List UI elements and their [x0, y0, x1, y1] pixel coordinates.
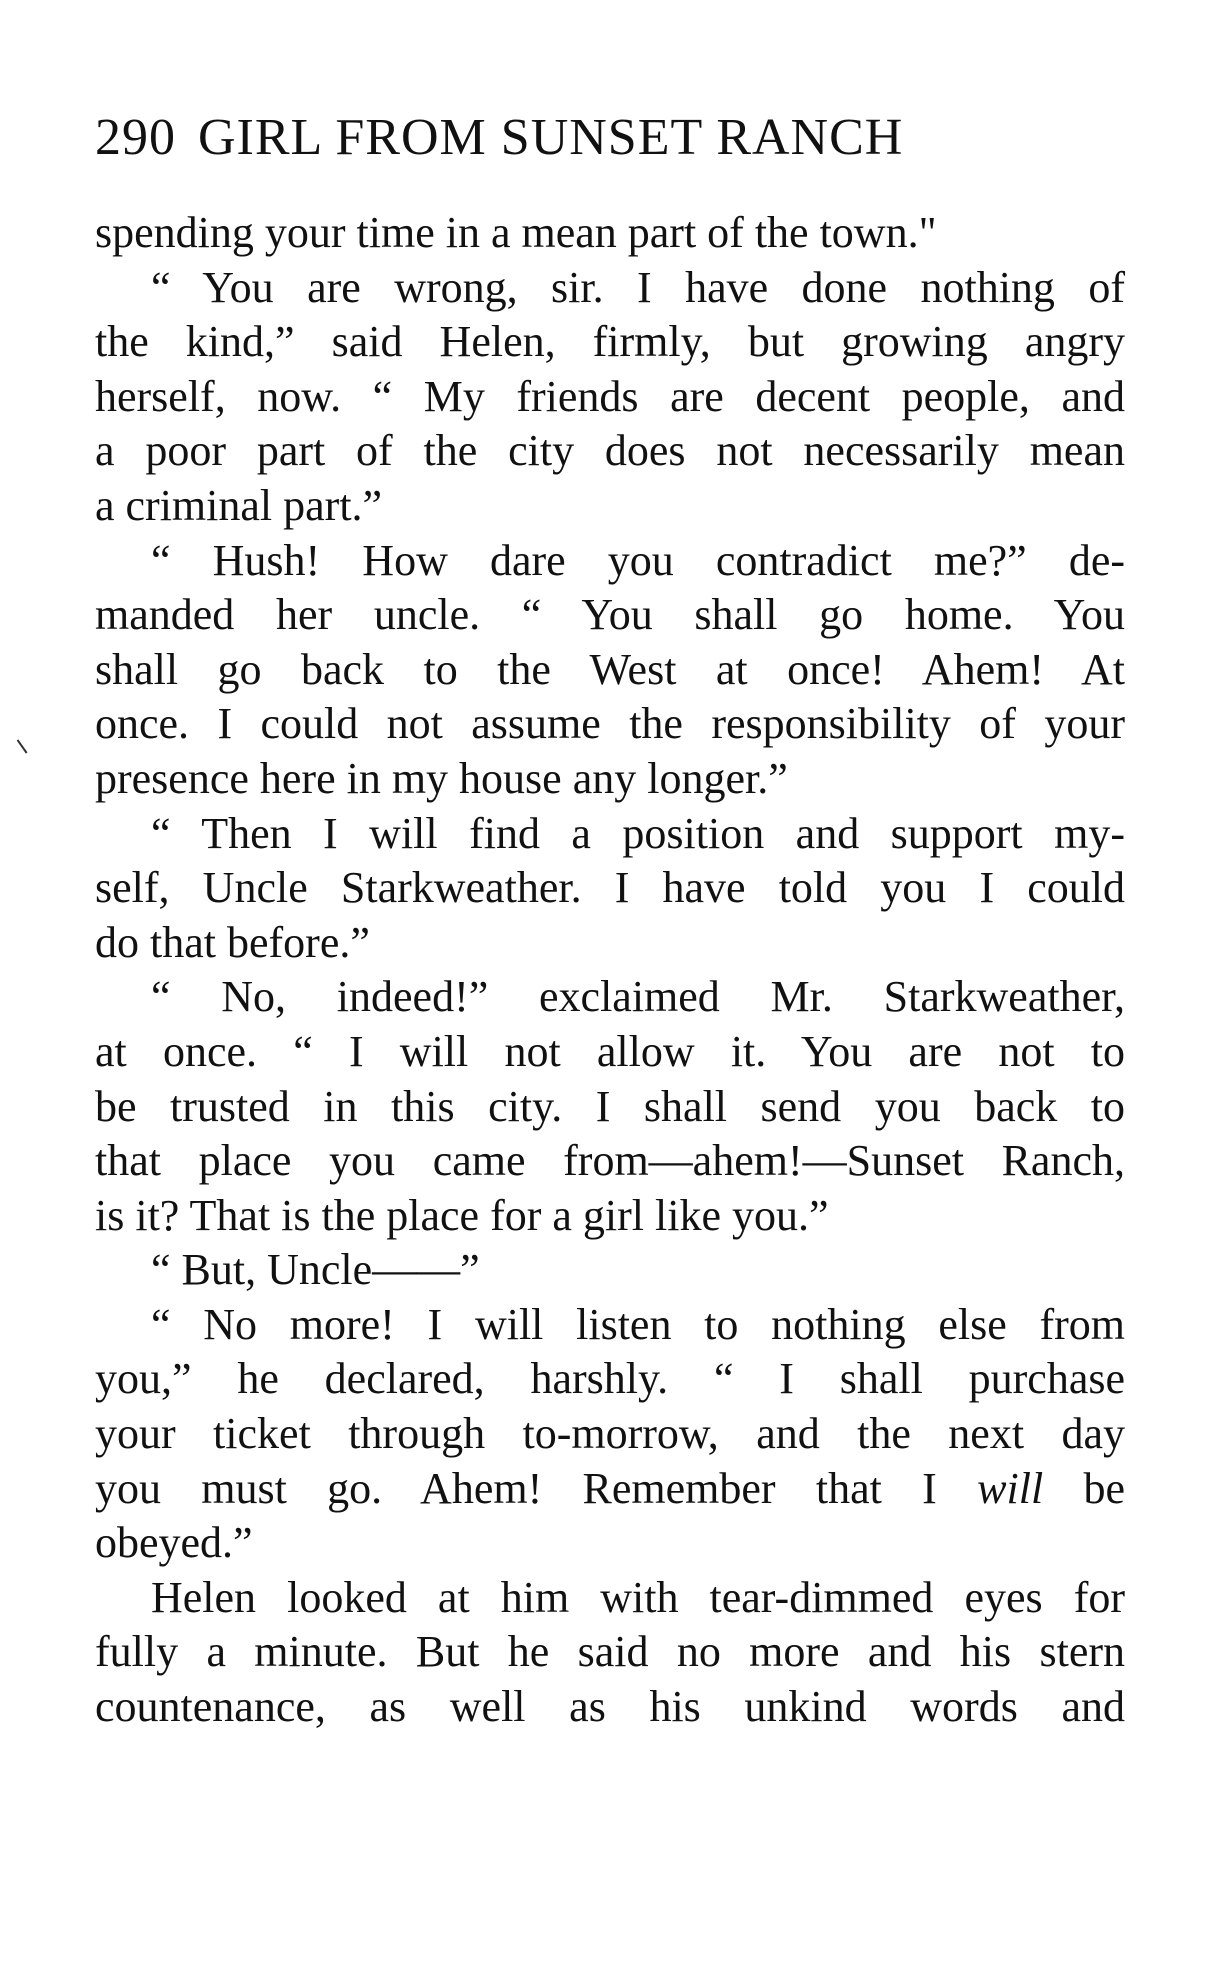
text-line: a criminal part.”	[95, 480, 383, 530]
text-line: “ Then I will find a position and support my-	[151, 808, 1125, 858]
text-line: “ You are wrong, sir. I have done nothing of	[151, 262, 1125, 312]
text-line: obeyed.”	[95, 1518, 253, 1568]
text-line: shall go back to the West at once! Ahem! At	[95, 644, 1125, 694]
text-line: spending your time in a mean part of the town."	[95, 208, 937, 257]
page-number: 290	[95, 109, 176, 166]
text-line: once. I could not assume the responsibility of your	[95, 699, 1125, 749]
text-line: your ticket through to-morrow, and the next day	[95, 1409, 1125, 1459]
text-line: that place you came from—ahem!—Sunset Ranch,	[95, 1136, 1125, 1186]
text-line: is it? That is the place for a girl like you.”	[95, 1190, 829, 1240]
text-line: self, Uncle Starkweather. I have told you I could	[95, 863, 1125, 913]
running-title: GIRL FROM SUNSET RANCH	[198, 109, 904, 166]
text-line: the kind,” said Helen, firmly, but growing angry	[95, 317, 1125, 367]
text-line: countenance, as well as his unkind words and	[95, 1682, 1125, 1732]
text-line: at once. “ I will not allow it. You are not to	[95, 1026, 1125, 1076]
text-line: manded her uncle. “ You shall go home. You	[95, 590, 1125, 640]
text-line: “ Hush! How dare you contradict me?” de-	[151, 535, 1125, 585]
text-line: you must go. Ahem! Remember that I will be	[95, 1463, 1126, 1513]
body-text	[95, 206, 1125, 1735]
emphasis: will	[977, 1463, 1044, 1513]
text-line: do that before.”	[95, 917, 370, 967]
text-line: be trusted in this city. I shall send you back to	[95, 1081, 1125, 1131]
running-header	[95, 108, 903, 167]
text-line: “ No more! I will listen to nothing else from	[151, 1299, 1125, 1349]
margin-mark	[17, 732, 38, 753]
text-line: a poor part of the city does not necessarily mean	[95, 426, 1125, 476]
text-line: fully a minute. But he said no more and his stern	[95, 1627, 1125, 1677]
text-line: you,” he declared, harshly. “ I shall purchase	[95, 1354, 1125, 1404]
text-line: presence here in my house any longer.”	[95, 753, 788, 803]
text-line: herself, now. “ My friends are decent people, and	[95, 371, 1125, 421]
text-line: Helen looked at him with tear-dimmed eyes for	[151, 1572, 1125, 1622]
text-line: “ But, Uncle——”	[151, 1245, 480, 1295]
text-line: “ No, indeed!” exclaimed Mr. Starkweather,	[151, 972, 1125, 1022]
